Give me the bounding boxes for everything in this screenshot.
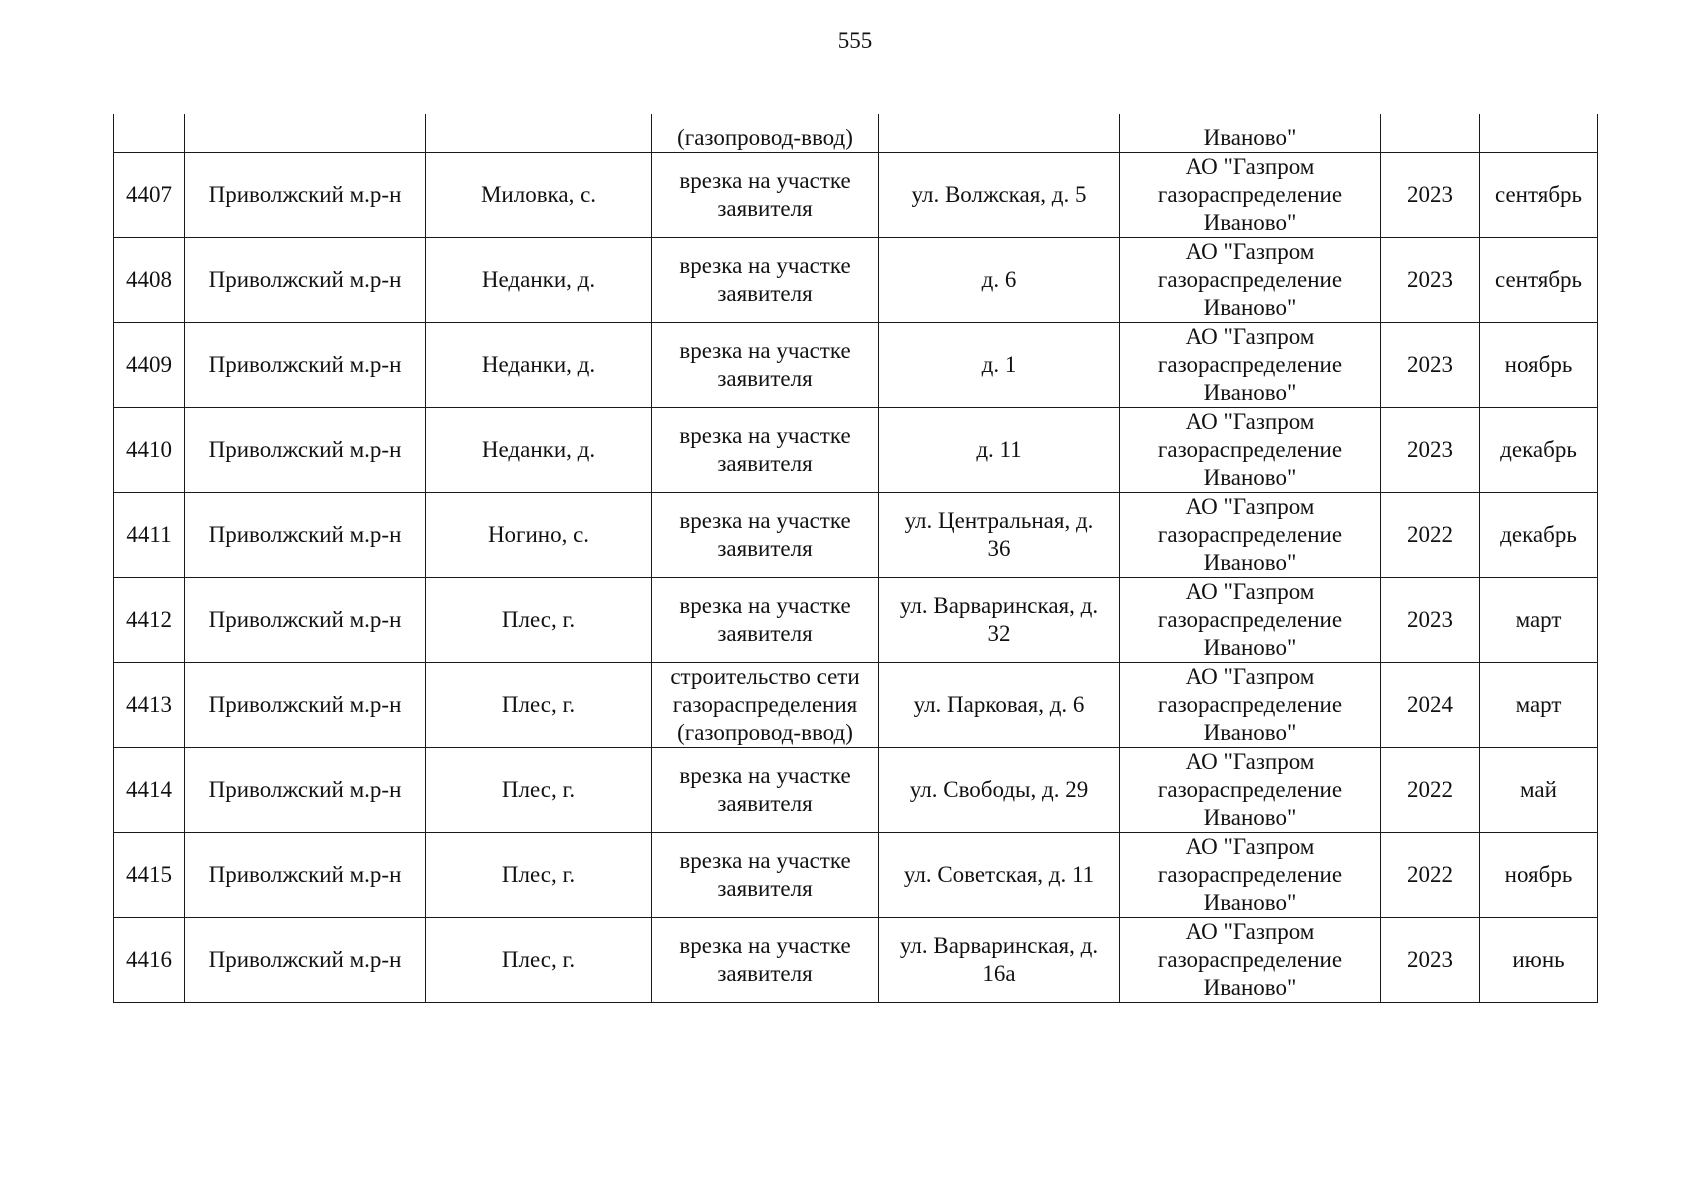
cell-address-line: ул. Свободы, д. 29 (909, 777, 1089, 802)
cell-address-line: 16а (982, 961, 1016, 986)
cell-address-line: д. 11 (976, 437, 1022, 462)
cell-address (879, 238, 1120, 323)
cell-organization-line: АО "Газпром (1185, 834, 1315, 859)
cell-organization-line: АО "Газпром (1185, 494, 1315, 519)
cell-organization (1120, 748, 1381, 833)
table-row (114, 918, 1598, 1003)
cell-work-type-line: заявителя (717, 451, 813, 476)
cell-work-type (652, 323, 879, 408)
cell-year: 2023 (1381, 918, 1480, 1003)
cell-district: Приволжский м.р-н (185, 918, 426, 1003)
cell-work-type-line: заявителя (717, 536, 813, 561)
cell-address-line: ул. Центральная, д. (904, 508, 1094, 533)
cell-work-type-line: врезка на участке (679, 593, 851, 618)
cell-address (879, 578, 1120, 663)
cell-month: декабрь (1480, 408, 1598, 493)
cell-address-line: ул. Варваринская, д. (899, 933, 1099, 958)
cell-work-type-line: заявителя (717, 621, 813, 646)
cell-address (879, 663, 1120, 748)
table-row (114, 153, 1598, 238)
cell-organization-line: АО "Газпром (1185, 579, 1315, 604)
cell-address (879, 493, 1120, 578)
cell-organization-line: Иваново" (1203, 805, 1297, 830)
cell-locality (426, 114, 652, 153)
cell-address-line: ул. Советская, д. 11 (903, 862, 1095, 887)
cell-organization-line: АО "Газпром (1185, 409, 1315, 434)
cell-address-line: д. 6 (981, 267, 1017, 292)
cell-month: март (1480, 663, 1598, 748)
cell-organization-line: газораспределение (1157, 182, 1343, 207)
cell-organization: Иваново" (1120, 114, 1381, 153)
cell-organization (1120, 238, 1381, 323)
cell-district: Приволжский м.р-н (185, 408, 426, 493)
cell-month: март (1480, 578, 1598, 663)
cell-work-type-line: заявителя (717, 281, 813, 306)
cell-address (879, 114, 1120, 153)
cell-work-type-line: (газопровод-ввод) (677, 720, 853, 745)
cell-organization-line: газораспределение (1157, 522, 1343, 547)
cell-num: 4416 (114, 918, 185, 1003)
cell-organization (1120, 663, 1381, 748)
cell-organization-line: АО "Газпром (1185, 154, 1315, 179)
cell-organization-line: Иваново" (1203, 380, 1297, 405)
cell-work-type-line: врезка на участке (679, 168, 851, 193)
cell-address (879, 748, 1120, 833)
cell-organization-line: Иваново" (1203, 720, 1297, 745)
table-row (114, 663, 1598, 748)
cell-work-type-line: строительство сети (670, 664, 860, 689)
cell-num: 4407 (114, 153, 185, 238)
cell-organization-line: Иваново" (1203, 210, 1297, 235)
cell-month: сентябрь (1480, 153, 1598, 238)
cell-work-type (652, 153, 879, 238)
cell-year: 2022 (1381, 493, 1480, 578)
cell-month (1480, 114, 1598, 153)
cell-work-type-line: заявителя (717, 961, 813, 986)
cell-num: 4415 (114, 833, 185, 918)
cell-organization-line: Иваново" (1203, 550, 1297, 575)
cell-organization-line: газораспределение (1157, 607, 1343, 632)
cell-locality: Ногино, с. (426, 493, 652, 578)
cell-organization-line: газораспределение (1157, 352, 1343, 377)
cell-organization (1120, 493, 1381, 578)
cell-organization-line: Иваново" (1203, 465, 1297, 490)
cell-year: 2023 (1381, 153, 1480, 238)
cell-year: 2023 (1381, 578, 1480, 663)
cell-district: Приволжский м.р-н (185, 323, 426, 408)
cell-num: 4411 (114, 493, 185, 578)
cell-organization-line: АО "Газпром (1185, 664, 1315, 689)
cell-address-line: ул. Волжская, д. 5 (911, 182, 1087, 207)
cell-work-type-line: врезка на участке (679, 508, 851, 533)
cell-district: Приволжский м.р-н (185, 493, 426, 578)
cell-address-line: ул. Парковая, д. 6 (913, 692, 1085, 717)
cell-organization-line: газораспределение (1157, 947, 1343, 972)
cell-district: Приволжский м.р-н (185, 748, 426, 833)
cell-organization-line: Иваново" (1203, 975, 1297, 1000)
cell-work-type-line: врезка на участке (679, 933, 851, 958)
cell-work-type: (газопровод-ввод) (652, 114, 879, 153)
cell-work-type-line: врезка на участке (679, 338, 851, 363)
cell-month: июнь (1480, 918, 1598, 1003)
cell-organization (1120, 833, 1381, 918)
cell-month: май (1480, 748, 1598, 833)
cell-address-line: д. 1 (981, 352, 1017, 377)
table-row (114, 833, 1598, 918)
cell-organization (1120, 153, 1381, 238)
cell-address (879, 833, 1120, 918)
cell-num: 4408 (114, 238, 185, 323)
page-number: 555 (837, 28, 873, 53)
cell-organization-line: Иваново" (1203, 635, 1297, 660)
cell-num: 4410 (114, 408, 185, 493)
cell-organization-line: газораспределение (1157, 777, 1343, 802)
cell-organization-line: Иваново" (1203, 295, 1297, 320)
cell-organization-line: газораспределение (1157, 437, 1343, 462)
cell-work-type-line: врезка на участке (679, 848, 851, 873)
cell-organization-line: АО "Газпром (1185, 324, 1315, 349)
cell-locality: Миловка, с. (426, 153, 652, 238)
cell-work-type (652, 918, 879, 1003)
cell-year: 2024 (1381, 663, 1480, 748)
cell-locality: Плес, г. (426, 748, 652, 833)
table-row (114, 408, 1598, 493)
cell-address-line: 36 (987, 536, 1011, 561)
cell-month: ноябрь (1480, 833, 1598, 918)
cell-work-type-line: заявителя (717, 366, 813, 391)
cell-year (1381, 114, 1480, 153)
cell-year: 2023 (1381, 323, 1480, 408)
cell-locality: Неданки, д. (426, 408, 652, 493)
cell-organization-line: газораспределение (1157, 692, 1343, 717)
table-row (114, 578, 1598, 663)
cell-num: 4414 (114, 748, 185, 833)
cell-organization (1120, 918, 1381, 1003)
cell-work-type (652, 663, 879, 748)
cell-work-type (652, 238, 879, 323)
cell-address (879, 408, 1120, 493)
cell-address-line: ул. Варваринская, д. (899, 593, 1099, 618)
cell-address (879, 918, 1120, 1003)
cell-work-type-line: врезка на участке (679, 423, 851, 448)
cell-district: Приволжский м.р-н (185, 663, 426, 748)
cell-year: 2022 (1381, 748, 1480, 833)
cell-locality: Неданки, д. (426, 238, 652, 323)
cell-organization-line: АО "Газпром (1185, 239, 1315, 264)
cell-work-type-line: врезка на участке (679, 763, 851, 788)
cell-num (114, 114, 185, 153)
continuation-row (114, 114, 1598, 153)
cell-work-type-line: газораспределения (672, 692, 858, 717)
cell-organization-line: АО "Газпром (1185, 749, 1315, 774)
cell-work-type (652, 493, 879, 578)
cell-locality: Плес, г. (426, 663, 652, 748)
cell-district: Приволжский м.р-н (185, 153, 426, 238)
cell-work-type (652, 408, 879, 493)
cell-organization (1120, 408, 1381, 493)
table-row (114, 238, 1598, 323)
cell-organization-line: Иваново" (1203, 890, 1297, 915)
cell-year: 2022 (1381, 833, 1480, 918)
table-body (114, 114, 1598, 1003)
cell-month: ноябрь (1480, 323, 1598, 408)
cell-work-type-line: врезка на участке (679, 253, 851, 278)
cell-district: Приволжский м.р-н (185, 238, 426, 323)
cell-district: Приволжский м.р-н (185, 833, 426, 918)
cell-locality: Плес, г. (426, 578, 652, 663)
cell-locality: Неданки, д. (426, 323, 652, 408)
gasification-table (113, 114, 1598, 1003)
cell-work-type (652, 578, 879, 663)
cell-month: декабрь (1480, 493, 1598, 578)
cell-work-type (652, 833, 879, 918)
cell-organization-line: АО "Газпром (1185, 919, 1315, 944)
table-row (114, 748, 1598, 833)
table-row (114, 323, 1598, 408)
cell-organization-line: газораспределение (1157, 862, 1343, 887)
cell-locality: Плес, г. (426, 833, 652, 918)
cell-year: 2023 (1381, 238, 1480, 323)
cell-organization (1120, 323, 1381, 408)
cell-organization (1120, 578, 1381, 663)
cell-work-type (652, 748, 879, 833)
cell-year: 2023 (1381, 408, 1480, 493)
cell-num: 4413 (114, 663, 185, 748)
cell-address (879, 153, 1120, 238)
cell-address-line: 32 (987, 621, 1011, 646)
cell-locality: Плес, г. (426, 918, 652, 1003)
cell-address (879, 323, 1120, 408)
cell-district: Приволжский м.р-н (185, 578, 426, 663)
cell-organization-line: газораспределение (1157, 267, 1343, 292)
cell-month: сентябрь (1480, 238, 1598, 323)
cell-district (185, 114, 426, 153)
cell-num: 4409 (114, 323, 185, 408)
cell-num: 4412 (114, 578, 185, 663)
cell-work-type-line: заявителя (717, 876, 813, 901)
table-row (114, 493, 1598, 578)
cell-work-type-line: заявителя (717, 791, 813, 816)
cell-work-type-line: заявителя (717, 196, 813, 221)
